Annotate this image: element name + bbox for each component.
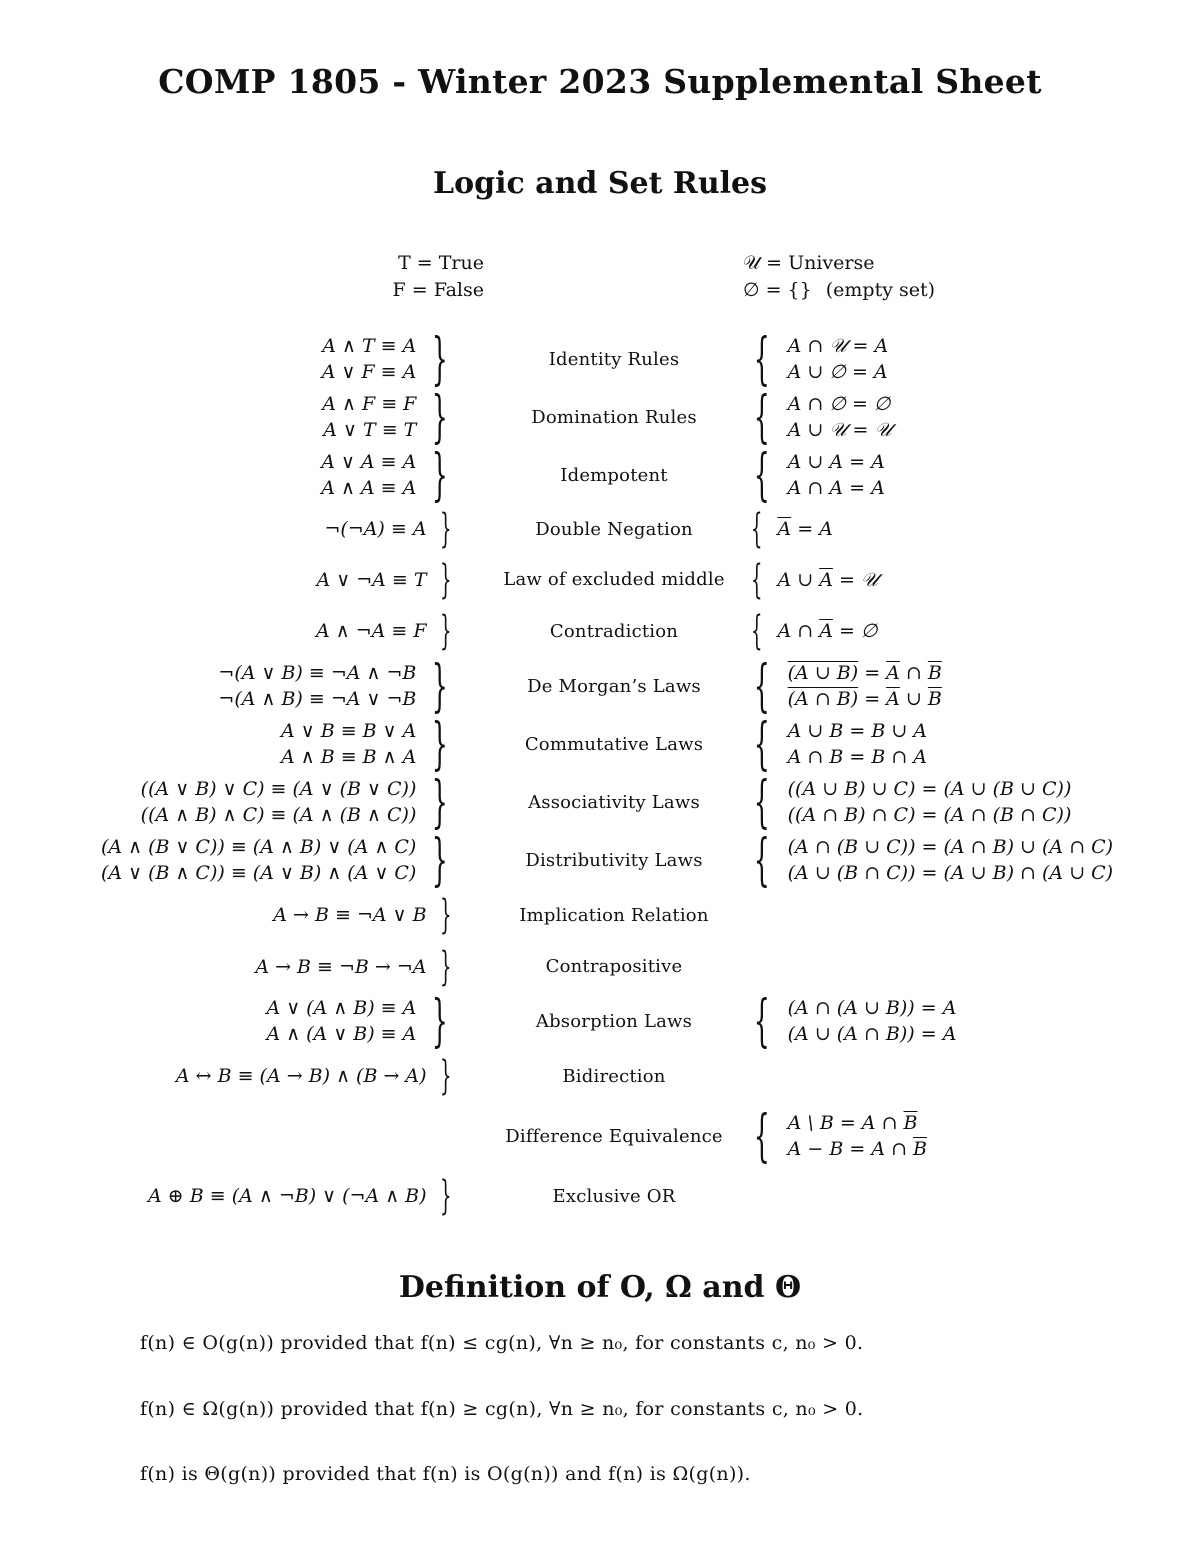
set-expression: A \ B = A ∩ $\overline{B}$ xyxy=(787,1112,918,1134)
logic-expression: A ⊕ B ≡ (A ∧ ¬B) ∨ (¬A ∧ B) xyxy=(148,1185,427,1207)
right-brace-icon: } xyxy=(432,769,449,835)
left-brace-icon: { xyxy=(750,608,763,654)
left-brace-icon: { xyxy=(750,506,763,552)
logic-expression: ¬(A ∧ B) ≡ ¬A ∨ ¬B xyxy=(218,688,417,710)
definition-universe: 𝒰 = Universe xyxy=(743,252,875,274)
rule-row xyxy=(0,1050,1200,1102)
set-definitions xyxy=(743,250,935,304)
set-expression: (A ∪ $B) = \overline{A}$ ∩ $\overline{B}$ xyxy=(787,662,942,684)
logic-definitions xyxy=(393,250,484,304)
rule-row xyxy=(0,384,1200,450)
rule-row xyxy=(0,605,1200,657)
rule-row xyxy=(0,988,1200,1054)
rule-name: Implication Relation xyxy=(519,904,709,926)
set-expression-group xyxy=(744,711,928,777)
definition-empty-set xyxy=(743,277,935,304)
set-expression-group xyxy=(744,504,833,554)
set-expression: A ∩ B = B ∩ A xyxy=(787,746,928,768)
set-expression: ((A ∩ B) ∩ C) = (A ∩ (B ∩ C)) xyxy=(787,804,1072,826)
rule-row xyxy=(0,326,1200,392)
rule-row xyxy=(0,769,1200,835)
logic-expression-group xyxy=(176,1050,458,1102)
logic-expression-group xyxy=(324,504,458,554)
logic-expression: A ∧ (A ∨ B) ≡ A xyxy=(266,1023,417,1045)
rule-row xyxy=(0,711,1200,777)
right-brace-icon: } xyxy=(439,892,452,938)
left-brace-icon: { xyxy=(753,827,770,893)
logic-expression: A ∧ B ≡ B ∧ A xyxy=(281,746,417,768)
set-expression: (A ∪ (B ∩ C)) = (A ∪ B) ∩ (A ∪ C) xyxy=(787,862,1114,884)
set-expression: $\overline{A} = A$ xyxy=(777,518,833,540)
logic-expression-group xyxy=(218,653,458,719)
rule-name: Bidirection xyxy=(562,1065,666,1087)
set-expression: ((A ∪ B) ∪ C) = (A ∪ (B ∪ C)) xyxy=(787,778,1072,800)
logic-expression-group xyxy=(273,889,458,941)
set-expression: A ∩ 𝒰 = A xyxy=(787,335,889,357)
rule-row xyxy=(0,554,1200,605)
set-expression-group xyxy=(744,326,889,392)
right-brace-icon: } xyxy=(432,653,449,719)
logic-expression: (A ∨ (B ∧ C)) ≡ (A ∨ B) ∧ (A ∨ C) xyxy=(100,862,417,884)
set-expression: A ∪ ∅ = A xyxy=(787,361,888,383)
set-expression-group xyxy=(744,554,878,605)
set-expression-group xyxy=(744,384,892,450)
logic-expression-group xyxy=(321,326,458,392)
left-brace-icon: { xyxy=(753,769,770,835)
logic-expression: A → B ≡ ¬A ∨ B xyxy=(273,904,427,926)
right-brace-icon: } xyxy=(432,442,449,508)
right-brace-icon: } xyxy=(432,988,449,1054)
rule-name: Domination Rules xyxy=(531,406,697,428)
logic-expression: (A ∧ (B ∨ C)) ≡ (A ∧ B) ∨ (A ∧ C) xyxy=(100,836,417,858)
right-brace-icon: } xyxy=(439,506,452,552)
rule-name: Absorption Laws xyxy=(535,1010,693,1032)
left-brace-icon: { xyxy=(753,326,770,392)
big-o-definition: f(n) ∈ O(g(n)) provided that f(n) ≤ cg(n), ∀n ≥ n₀, for constants c, n₀ > 0. xyxy=(140,1332,864,1354)
rule-row xyxy=(0,889,1200,941)
logic-expression: A ↔ B ≡ (A → B) ∧ (B → A) xyxy=(175,1065,427,1087)
rule-name: Idempotent xyxy=(560,464,668,486)
set-expression: A ∪ A = A xyxy=(787,451,885,473)
set-expression: A − B = A ∩ $\overline{B}$ xyxy=(787,1138,928,1160)
rule-row xyxy=(0,1102,1200,1170)
rule-name: Contrapositive xyxy=(545,956,683,977)
logic-expression-group xyxy=(321,442,458,508)
empty-set-label: (empty set) xyxy=(825,279,936,301)
right-brace-icon: } xyxy=(439,1053,452,1099)
empty-set-symbol: ∅ = {} xyxy=(743,279,812,301)
rule-name: Double Negation xyxy=(535,518,693,540)
right-brace-icon: } xyxy=(432,384,449,450)
right-brace-icon: } xyxy=(432,326,449,392)
logic-expression: A ∨ B ≡ B ∨ A xyxy=(281,720,417,742)
big-omega-definition: f(n) ∈ Ω(g(n)) provided that f(n) ≥ cg(n), ∀n ≥ n₀, for constants c, n₀ > 0. xyxy=(140,1398,864,1420)
logic-expression-group xyxy=(148,1170,458,1222)
logic-expression: A ∨ T ≡ T xyxy=(323,419,417,441)
logic-expression: ((A ∧ B) ∧ C) ≡ (A ∧ (B ∧ C)) xyxy=(140,804,417,826)
logic-expression: A → B ≡ ¬B → ¬A xyxy=(255,955,427,978)
set-expression: A ∩ A = A xyxy=(787,477,885,499)
definition-true: T = True xyxy=(398,252,484,274)
left-brace-icon: { xyxy=(753,711,770,777)
left-brace-icon: { xyxy=(753,1103,770,1169)
definition-false: F = False xyxy=(392,279,484,301)
set-expression-group xyxy=(744,442,885,508)
set-expression-group xyxy=(744,1102,927,1170)
set-expression: (A ∩ (A ∪ B)) = A xyxy=(787,997,957,1019)
set-expression: A ∪ 𝒰 = 𝒰 xyxy=(787,419,892,441)
logic-expression: A ∧ ¬A ≡ F xyxy=(316,620,427,642)
logic-expression-group xyxy=(140,769,458,835)
rule-row xyxy=(0,442,1200,508)
rule-row xyxy=(0,653,1200,719)
left-brace-icon: { xyxy=(753,988,770,1054)
logic-expression-group xyxy=(255,941,458,992)
logic-expression: ((A ∨ B) ∨ C) ≡ (A ∨ (B ∨ C)) xyxy=(140,778,417,800)
logic-expression: A ∨ (A ∧ B) ≡ A xyxy=(266,997,417,1019)
rule-name: Associativity Laws xyxy=(528,791,700,813)
rules-table xyxy=(0,326,1200,1222)
rule-name: Contradiction xyxy=(549,620,679,642)
set-expression-group xyxy=(744,988,957,1054)
right-brace-icon: } xyxy=(439,556,452,603)
set-expression-group xyxy=(744,605,877,657)
set-expression: A ∩ $\overline{A}$ = ∅ xyxy=(777,620,878,642)
logic-expression-group xyxy=(266,988,458,1054)
page-title: COMP 1805 - Winter 2023 Supplemental Sheet xyxy=(158,62,1042,101)
set-expression: A ∪ B = B ∪ A xyxy=(787,720,928,742)
left-brace-icon: { xyxy=(753,653,770,719)
logic-section-title: Logic and Set Rules xyxy=(432,166,768,201)
set-expression: (A ∩ (B ∪ C)) = (A ∩ B) ∪ (A ∩ C) xyxy=(787,836,1114,858)
rule-name: Exclusive OR xyxy=(552,1185,676,1207)
rule-row xyxy=(0,941,1200,992)
right-brace-icon: } xyxy=(432,827,449,893)
rule-name: De Morgan’s Laws xyxy=(527,675,701,697)
rule-row xyxy=(0,827,1200,893)
logic-expression: A ∧ T ≡ A xyxy=(322,335,417,357)
logic-expression-group xyxy=(317,554,458,605)
logic-expression: A ∨ ¬A ≡ T xyxy=(316,568,427,591)
rule-name: Distributivity Laws xyxy=(525,849,703,871)
rule-name: Commutative Laws xyxy=(524,733,704,755)
logic-expression: ¬(A ∨ B) ≡ ¬A ∧ ¬B xyxy=(218,662,417,684)
set-expression-group xyxy=(744,827,1114,893)
logic-expression: A ∧ F ≡ F xyxy=(322,393,417,415)
logic-expression: ¬(¬A) ≡ A xyxy=(324,518,427,540)
set-expression: (A ∪ (A ∩ B)) = A xyxy=(787,1023,957,1045)
logic-expression: A ∨ F ≡ A xyxy=(321,361,417,383)
logic-expression-group xyxy=(322,384,458,450)
left-brace-icon: { xyxy=(753,384,770,450)
logic-expression: A ∧ A ≡ A xyxy=(321,477,417,499)
logic-expression-group xyxy=(281,711,458,777)
left-brace-icon: { xyxy=(750,556,763,603)
big-theta-definition: f(n) is Θ(g(n)) provided that f(n) is O(g(n)) and f(n) is Ω(g(n)). xyxy=(140,1463,751,1485)
logic-expression-group xyxy=(316,605,458,657)
rule-name: Identity Rules xyxy=(548,348,680,370)
set-expression-group xyxy=(744,653,942,719)
set-expression: A ∪ $\overline{A}$ = 𝒰 xyxy=(777,568,879,591)
right-brace-icon: } xyxy=(439,1173,452,1219)
right-brace-icon: } xyxy=(432,711,449,777)
rule-name: Law of excluded middle xyxy=(503,569,725,590)
right-brace-icon: } xyxy=(439,943,452,990)
set-expression: (A ∩ $B) = \overline{A}$ ∪ $\overline{B}$ xyxy=(787,688,942,710)
logic-expression: A ∨ A ≡ A xyxy=(321,451,417,473)
logic-expression-group xyxy=(100,827,458,893)
bigo-section-title: Definition of O, Ω and Θ xyxy=(398,1270,802,1305)
right-brace-icon: } xyxy=(439,608,452,654)
set-expression: A ∩ ∅ = ∅ xyxy=(787,393,891,415)
rule-row xyxy=(0,504,1200,554)
left-brace-icon: { xyxy=(753,442,770,508)
set-expression-group xyxy=(744,769,1072,835)
rule-row xyxy=(0,1170,1200,1222)
rule-name: Difference Equivalence xyxy=(505,1125,723,1147)
